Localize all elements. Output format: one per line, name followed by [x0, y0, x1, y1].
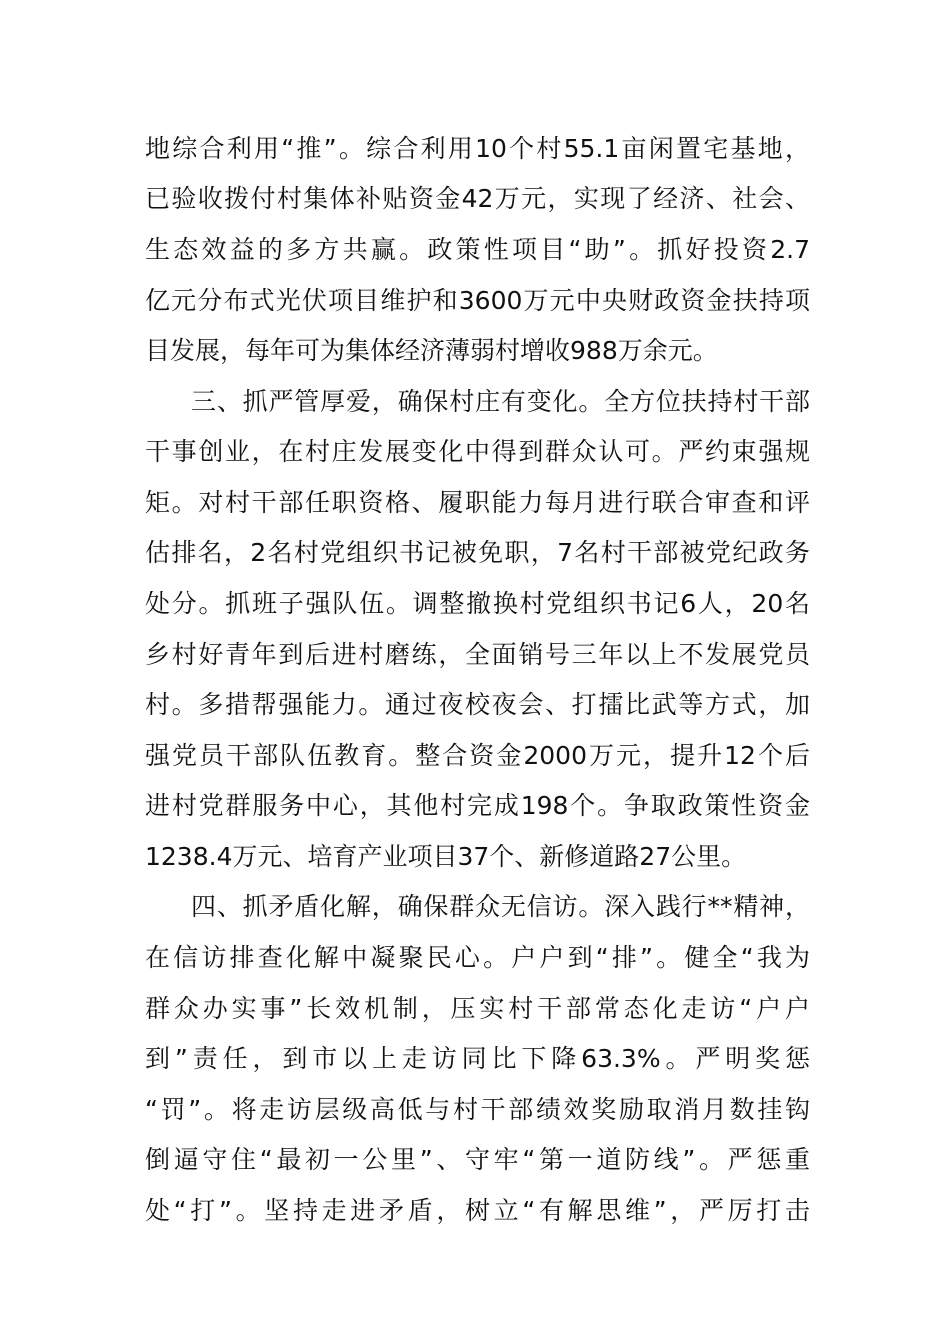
text-line: 进村党群服务中心，其他村完成198个。争取政策性资金 [145, 791, 810, 820]
text-line: 到”责任，到市以上走访同比下降63.3%。严明奖惩 [145, 1044, 810, 1073]
text-line: 倒逼守住“最初一公里”、守牢“第一道防线”。严惩重 [145, 1145, 810, 1174]
text-line: 生态效益的多方共赢。政策性项目“助”。抓好投资2.7 [145, 235, 810, 264]
text-line: 村。多措帮强能力。通过夜校夜会、打擂比武等方式，加 [145, 690, 810, 719]
text-line: 估排名，2名村党组织书记被免职，7名村干部被党纪政务 [145, 538, 810, 567]
text-line: 干事创业，在村庄发展变化中得到群众认可。严约束强规 [145, 437, 810, 466]
text-line: 强党员干部队伍教育。整合资金2000万元，提升12个后 [145, 741, 810, 770]
text-line: 已验收拨付村集体补贴资金42万元，实现了经济、社会、 [145, 184, 810, 213]
text-line: 乡村好青年到后进村磨练，全面销号三年以上不发展党员 [145, 640, 810, 669]
text-line: “罚”。将走访层级高低与村干部绩效奖励取消月数挂钩 [145, 1095, 810, 1124]
section-heading-line: 三、抓严管厚爱，确保村庄有变化。全方位扶持村干部 [191, 387, 810, 416]
text-line: 矩。对村干部任职资格、履职能力每月进行联合审查和评 [145, 488, 810, 517]
text-line: 目发展，每年可为集体经济薄弱村增收988万余元。 [145, 336, 718, 365]
text-line: 亿元分布式光伏项目维护和3600万元中央财政资金扶持项 [145, 286, 810, 315]
text-line: 处分。抓班子强队伍。调整撤换村党组织书记6人，20名 [145, 589, 810, 618]
text-line: 地综合利用“推”。综合利用10个村55.1亩闲置宅基地， [145, 134, 810, 163]
section-heading-line: 四、抓矛盾化解，确保群众无信访。深入践行**精神， [191, 892, 810, 921]
text-line: 在信访排查化解中凝聚民心。户户到“排”。健全“我为 [145, 943, 810, 972]
text-line: 处“打”。坚持走进矛盾，树立“有解思维”，严厉打击 [145, 1196, 810, 1225]
text-line: 群众办实事”长效机制，压实村干部常态化走访“户户 [145, 994, 810, 1023]
text-line: 1238.4万元、培育产业项目37个、新修道路27公里。 [145, 842, 747, 871]
